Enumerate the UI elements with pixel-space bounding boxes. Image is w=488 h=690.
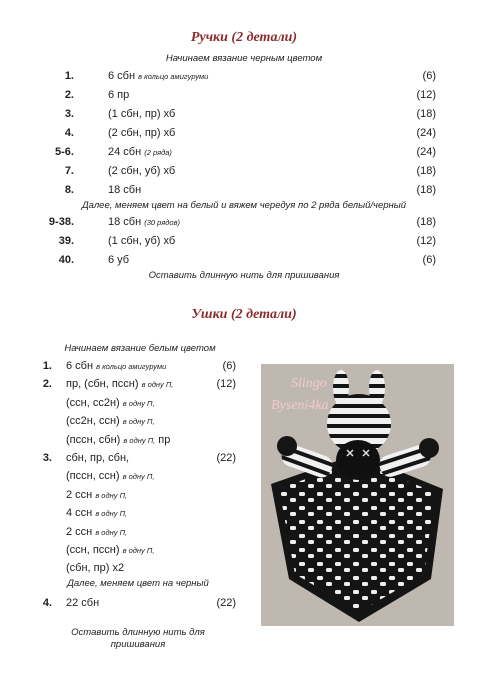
row-number: 40. (58, 254, 74, 266)
row-main-text: 2 ссн (66, 525, 93, 538)
row-count: (12) (216, 378, 236, 391)
row-number: 4. (42, 597, 52, 609)
row-text (66, 378, 173, 390)
row-main-text: 18 сбн (108, 184, 142, 196)
row-main-text: 6 уб (108, 254, 130, 266)
row-main-text: пр, (сбн, пссн) (66, 378, 139, 391)
row-number: 3. (42, 452, 52, 464)
row-main-text: (сбн, пр) х2 (66, 562, 125, 575)
section2-title: Ушки (2 детали) (191, 307, 297, 322)
row-text (66, 415, 155, 427)
row-count: (12) (416, 235, 436, 247)
row-text (66, 562, 124, 574)
row-count: (22) (216, 597, 236, 609)
row-count: (12) (416, 89, 436, 101)
row-main-text: 24 сбн (108, 146, 142, 158)
row-number: 2. (64, 89, 74, 101)
row-count: (24) (416, 146, 436, 158)
row-number: 1. (64, 70, 74, 82)
zebra-lovey-photo (261, 364, 454, 626)
section2-end-note-2: пришивания (110, 639, 166, 650)
row-text (108, 254, 129, 266)
row-count: (18) (416, 165, 436, 177)
row-number: 5-6. (55, 146, 74, 158)
row-count: (22) (216, 452, 236, 464)
row-text (108, 184, 141, 196)
row-number: 9-38. (48, 216, 74, 228)
row-tail-text: пр (158, 433, 171, 446)
section1-intro: Начинаем вязание черным цветом (165, 53, 323, 64)
row-main-text: сбн, пр, сбн, (66, 452, 130, 464)
section1-mid-note: Далее, меняем цвет на белый и вяжем чередуя по 2 ряда белый/черный (81, 200, 407, 211)
row-note: (2 ряда) (144, 148, 172, 157)
row-number: 7. (64, 165, 74, 177)
row-number: 1. (42, 360, 52, 372)
watermark-line-1: Slingo (291, 376, 327, 391)
row-text (108, 127, 175, 139)
row-text (66, 452, 129, 464)
row-note: в одну П, (95, 509, 128, 519)
section2-mid-note: Далее, меняем цвет на черный (67, 578, 209, 589)
row-note: в одну П, (95, 527, 128, 537)
row-count: (18) (416, 216, 436, 228)
row-text (66, 526, 127, 538)
section1-title: Ручки (2 детали) (190, 30, 298, 45)
row-note: в одну П, (122, 398, 155, 408)
row-note: в кольцо амигуруми (96, 362, 167, 371)
row-number: 8. (64, 184, 74, 196)
row-note: в одну П, (123, 435, 156, 445)
row-note: в кольцо амигуруми (138, 72, 209, 81)
row-note: в одну П, (141, 380, 174, 390)
row-main-text: (1 сбн, пр) хб (108, 108, 176, 120)
row-count: (6) (422, 70, 436, 82)
row-text (108, 235, 175, 247)
row-main-text: 4 ссн (66, 507, 93, 520)
row-text (108, 89, 129, 101)
row-main-text: (пссн, сбн) (66, 433, 121, 446)
row-main-text: 6 пр (108, 89, 130, 101)
row-count: (6) (222, 360, 236, 372)
row-note: (30 рядов) (144, 218, 180, 227)
row-text (108, 108, 175, 120)
row-text (66, 397, 155, 409)
row-main-text: (2 сбн, пр) хб (108, 127, 176, 139)
row-count: (24) (416, 127, 436, 139)
row-note: в одну П, (122, 472, 155, 482)
row-main-text: 2 ссн (66, 488, 93, 501)
row-note: в одну П, (122, 546, 155, 555)
row-main-text: (2 сбн, уб) хб (108, 165, 176, 177)
row-number: 3. (64, 108, 74, 120)
row-main-text: 18 сбн (108, 216, 142, 228)
row-main-text: (ссн, сс2н) (66, 396, 120, 409)
row-main-text: (1 сбн, уб) хб (108, 235, 176, 247)
section2-intro: Начинаем вязание белым цветом (64, 343, 216, 354)
row-number: 39. (58, 235, 74, 247)
row-text (66, 470, 154, 482)
row-text (66, 507, 127, 519)
section2-end-note-1: Оставить длинную нить для (71, 627, 205, 638)
row-text (66, 360, 166, 372)
row-number: 4. (64, 127, 74, 139)
row-main-text: 6 сбн (108, 70, 136, 82)
row-text (108, 216, 180, 228)
row-number: 2. (42, 378, 52, 391)
row-note: в одну П, (122, 417, 155, 427)
row-text (108, 165, 175, 177)
row-text (108, 146, 172, 158)
row-text (66, 434, 170, 446)
section1-end-note: Оставить длинную нить для пришивания (148, 270, 340, 281)
watermark-line-2: Byseni4ka (271, 398, 329, 413)
row-count: (18) (416, 108, 436, 120)
row-main-text: (сс2н, ссн) (66, 415, 120, 428)
row-main-text: (ссн, пссн) (66, 544, 120, 556)
row-count: (6) (422, 254, 436, 266)
row-main-text: (пссн, ссн) (66, 470, 120, 483)
row-count: (18) (416, 184, 436, 196)
row-note: в одну П, (95, 490, 128, 500)
row-main-text: 6 сбн (66, 360, 94, 372)
row-text (66, 544, 154, 556)
row-text (108, 70, 208, 82)
row-text: 22 сбн (66, 597, 100, 609)
row-text (66, 489, 127, 501)
